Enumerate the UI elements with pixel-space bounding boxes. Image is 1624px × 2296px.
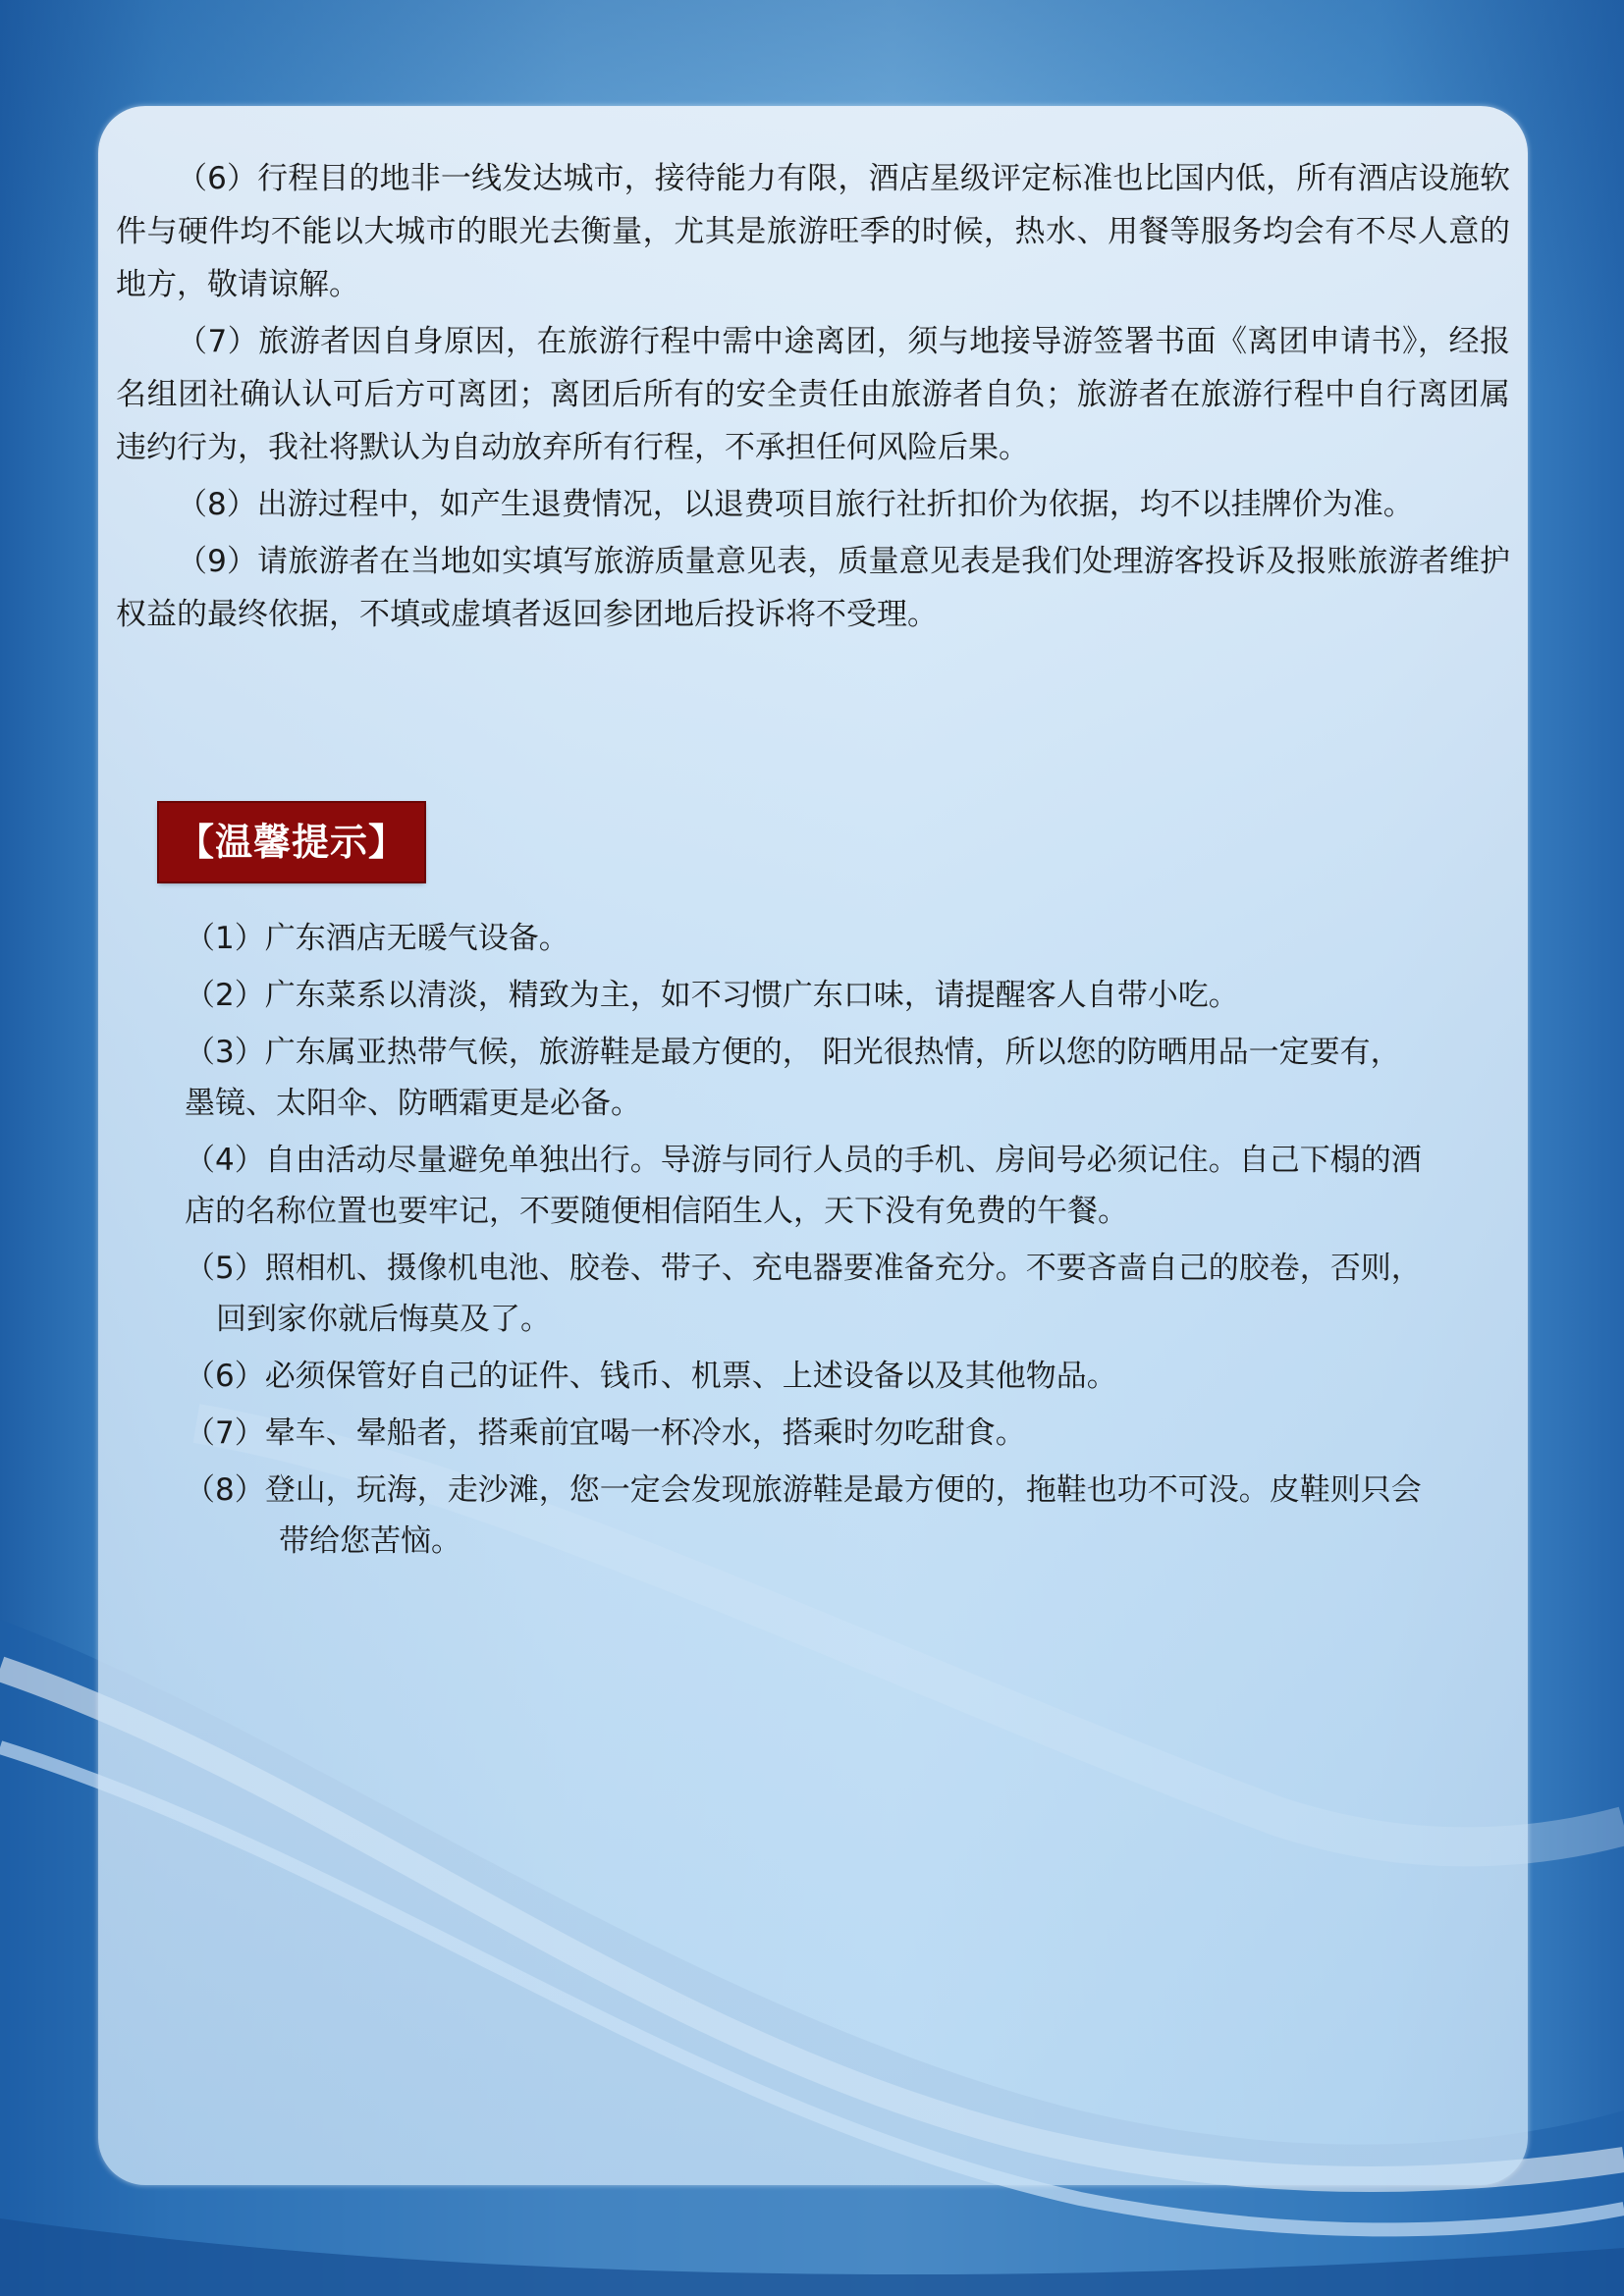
tip-line: （2）广东菜系以清淡，精致为主，如不习惯广东口味，请提醒客人自带小吃。 bbox=[185, 978, 1239, 1013]
tip-line-continued: 墨镜、太阳伞、防晒霜更是必备。 bbox=[185, 1086, 641, 1121]
tip-line: （1）广东酒店无暖气设备。 bbox=[185, 921, 569, 956]
tips-heading: 【温馨提示】 bbox=[159, 803, 424, 881]
tip-line: （7）晕车、晕船者，搭乘前宜喝一杯冷水，搭乘时勿吃甜食。 bbox=[185, 1415, 1026, 1451]
tip-item-6 bbox=[185, 1351, 1520, 1402]
tip-item-3 bbox=[185, 1027, 1520, 1129]
tip-line: （5）照相机、摄像机电池、胶卷、带子、充电器要准备充分。不要吝啬自己的胶卷，否则， bbox=[185, 1251, 1422, 1286]
tip-item-7 bbox=[185, 1408, 1520, 1459]
tip-line: （6）必须保管好自己的证件、钱币、机票、上述设备以及其他物品。 bbox=[185, 1359, 1117, 1394]
term-item-6: （6）行程目的地非一线发达城市，接待能力有限，酒店星级评定标准也比国内低，所有酒店设施软件与硬件均不能以大城市的眼光去衡量，尤其是旅游旺季的时候，热水、用餐等服务均会有不尽人意的地方，敬请谅解。 bbox=[116, 161, 1510, 302]
tip-item-5 bbox=[185, 1243, 1520, 1345]
tip-line-continued: 店的名称位置也要牢记，不要随便相信陌生人，天下没有免费的午餐。 bbox=[185, 1194, 1128, 1229]
term-item-8: （8）出游过程中，如产生退费情况，以退费项目旅行社折扣价为依据，均不以挂牌价为准。 bbox=[177, 487, 1414, 522]
tip-item-1 bbox=[185, 913, 1520, 964]
terms-section bbox=[116, 152, 1510, 641]
tip-line: （8）登山，玩海，走沙滩，您一定会发现旅游鞋是最方便的，拖鞋也功不可没。皮鞋则只会 bbox=[185, 1472, 1422, 1508]
tip-line: （4）自由活动尽量避免单独出行。导游与同行人员的手机、房间号必须记住。自己下榻的酒 bbox=[185, 1143, 1422, 1178]
tip-item-2 bbox=[185, 970, 1520, 1021]
tips-list bbox=[185, 913, 1520, 1573]
tip-line: （3）广东属亚热带气候，旅游鞋是最方便的， 阳光很热情，所以您的防晒用品一定要有， bbox=[185, 1035, 1401, 1070]
term-item-7: （7）旅游者因自身原因，在旅游行程中需中途离团，须与地接导游签署书面《离团申请书》，经报名组团社确认认可后方可离团；离团后所有的安全责任由旅游者自负；旅游者在旅游行程中自行离团属违约行为，我社将默认为自动放弃所有行程，不承担任何风险后果。 bbox=[116, 324, 1510, 465]
tip-item-8 bbox=[185, 1465, 1520, 1567]
tip-line-continued: 带给您苦恼。 bbox=[279, 1523, 461, 1559]
tip-item-4 bbox=[185, 1135, 1520, 1237]
term-item-9: （9）请旅游者在当地如实填写旅游质量意见表，质量意见表是我们处理游客投诉及报账旅游者维护权益的最终依据，不填或虚填者返回参团地后投诉将不受理。 bbox=[116, 544, 1510, 632]
tip-line-continued: 回到家你就后悔莫及了。 bbox=[216, 1302, 551, 1337]
